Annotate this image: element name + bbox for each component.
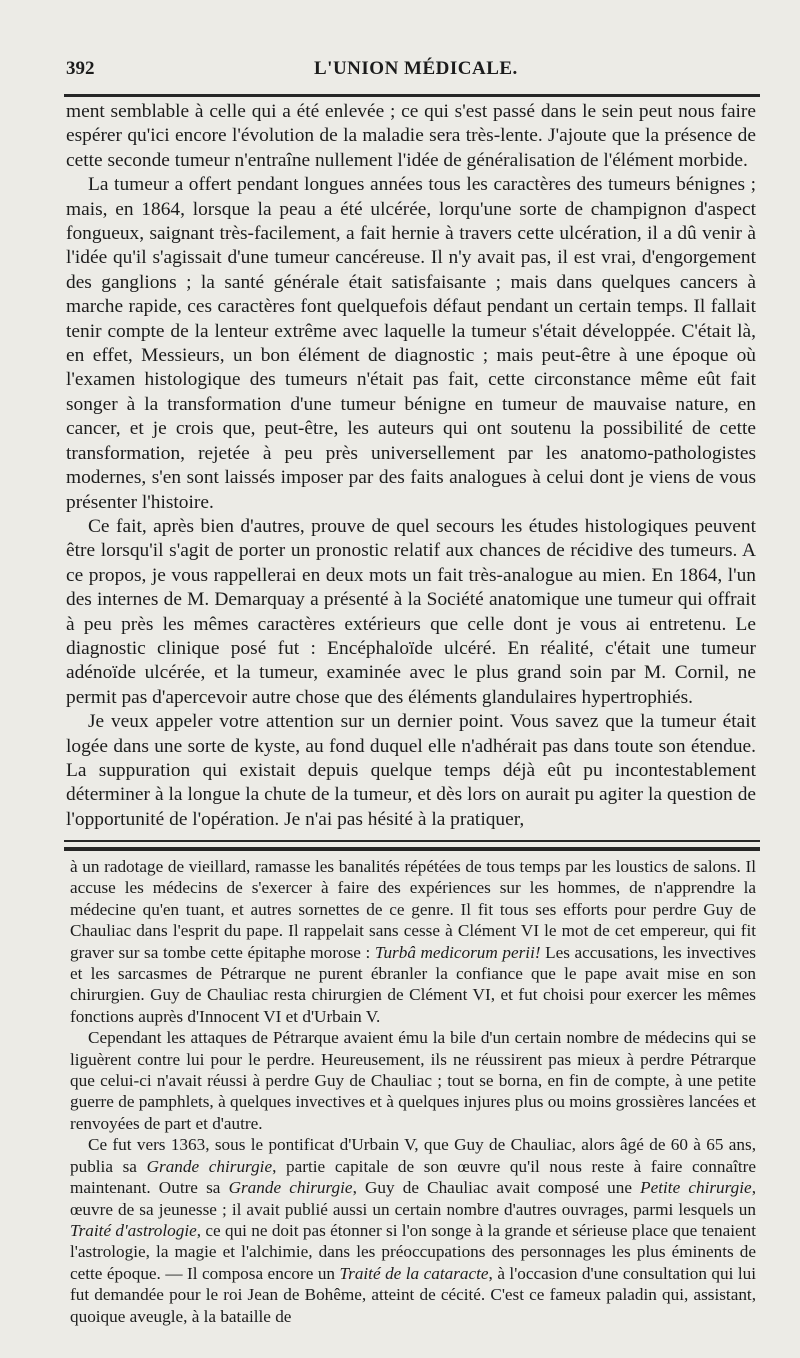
- main-paragraph: ment semblable à celle qui a été enlevée ; ce qui s'est passé dans le sein peut nous faire espérer qu'ici encore l'évolution de la maladie sera très-lente. J'ajoute que la présence de cette seconde tumeur n'entraîne nullement l'idée de généralisation de l'élément morbide.: [66, 101, 756, 171]
- text-run: , œuvre de sa jeunesse ; il avait publié aussi un certain nombre d'autres ouvrages, parmi lesquels un: [70, 1178, 756, 1219]
- main-text: [66, 100, 756, 832]
- text-run: , partie capitale de son œuvre qu'il nous reste à faire connaître maintenant. Outre sa: [70, 1156, 756, 1198]
- italic-quote: Turbâ medicorum perii!: [374, 942, 541, 962]
- text-run: à un radotage de vieillard, ramasse les banalités répétées de tous temps par les loustics de salons. Il accuse les médecins de s'exercer à faire des expériences sur les hommes, de n'apprendre la médecine qu'en tuant, et autres sornettes de ce genre. Il fit tous ses efforts pour perdre Guy de Chauliac dans l'esprit du pape. Il rappelait sans cesse à Clément VI le mot de cet empereur, qui fit graver sur sa tombe cette épitaphe morose :: [70, 857, 756, 962]
- running-title: L'UNION MÉDICALE.: [314, 58, 518, 79]
- text-run: , Guy de Chauliac avait composé une: [352, 1178, 641, 1198]
- italic-title: Petite chirurgie: [640, 1178, 752, 1198]
- main-paragraph: La tumeur a offert pendant longues années tous les caractères des tumeurs bénignes ; mais, en 1864, lorsque la peau a été ulcérée, lorqu'une sorte de champignon d'aspect fongueux, saignant très-facilement, a fait hernie à travers cette ulcération, il a dû venir à l'idée qu'il s'agissait d'une tumeur cancéreuse. Il n'y avait pas, il est vrai, d'engorgement des ganglions ; la santé générale était satisfaisante ; mais dans quelques cancers à marche rapide, ces caractères font quelquefois défaut pendant un certain temps. Il fallait tenir compte de la lenteur extrême avec laquelle la tumeur s'était développée. C'était là, en effet, Messieurs, un bon élément de diagnostic ; mais peut-être à une époque où l'examen histologique des tumeurs n'était pas fait, cette circonstance même eût fait songer à la transformation d'une tumeur bénigne en tumeur de mauvaise nature, en cancer, et je crois que, peut-être, les auteurs qui ont soutenu la possibilité de cette transformation, rejetée à peu près universellement par les anatomo-pathologistes modernes, s'en sont laissés imposer par des faits analogues à celui dont je viens de vous présenter l'histoire.: [66, 174, 756, 513]
- text-run: Les accusations, les invectives et les sarcasmes de Pétrarque ne purent ébranler la confiance que le pape avait mise en son chirurgien. Guy de Chauliac resta chirurgien de Clément VI, et fut choisi pour exercer les mêmes fonctions auprès d'Innocent VI et d'Urbain V.: [70, 942, 756, 1026]
- italic-title: Traité d'astrologie: [70, 1220, 197, 1240]
- text-run: , à l'occasion d'une consultation qui lui fut demandée pour le roi Jean de Bohême, atteint de cécité. C'est ce fameux paladin qui, assistant, quoique aveugle, à la bataille de: [70, 1263, 756, 1326]
- feuilleton-paragraph: [70, 1134, 756, 1327]
- feuilleton-paragraph: [70, 856, 756, 1027]
- header-rule: [64, 94, 760, 97]
- feuilleton-rule-thick: [64, 847, 760, 851]
- feuilleton-rule-thin: [64, 840, 760, 842]
- italic-title: Grande chirurgie: [228, 1178, 353, 1198]
- text-run: , ce qui ne doit pas étonner si l'on songe à la grande et sérieuse place que tenaient l'astrologie, la magie et l'alchimie, dans les préoccupations des personnages les plus éminents de cette époque. — Il composa encore un: [70, 1220, 756, 1283]
- italic-title: Traité de la cataracte: [339, 1263, 489, 1283]
- page-header: [66, 58, 756, 84]
- feuilleton-text: [70, 856, 756, 1327]
- italic-title: Grande chirurgie: [146, 1156, 273, 1176]
- page-number: 392: [66, 58, 95, 79]
- text-run: Ce fut vers 1363, sous le pontificat d'Urbain V, que Guy de Chauliac, alors âgé de 60 à 65 ans, publia sa: [70, 1135, 756, 1176]
- main-paragraph: Je veux appeler votre attention sur un dernier point. Vous savez que la tumeur était logée dans une sorte de kyste, au fond duquel elle n'adhérait pas dans toute son étendue. La suppuration qui existait depuis quelque temps déjà eût pu incontestablement déterminer à la longue la chute de la tumeur, et dès lors on aurait pu agiter la question de l'opportunité de l'opération. Je n'ai pas hésité à la pratiquer,: [66, 711, 756, 830]
- feuilleton-paragraph: Cependant les attaques de Pétrarque avaient ému la bile d'un certain nombre de médecins qui se liguèrent contre lui pour le perdre. Heureusement, ils ne réussirent pas mieux à perdre Pétrarque que celui-ci n'avait réussi à perdre Guy de Chauliac ; tout se borna, en fin de compte, à une petite guerre de pamphlets, à quelques invectives et à quelques injures plus ou moins grossières lancées et renvoyées de part et d'autre.: [70, 1028, 756, 1133]
- main-paragraph: Ce fait, après bien d'autres, prouve de quel secours les études histologiques peuvent être lorsqu'il s'agit de porter un pronostic relatif aux chances de récidive des tumeurs. A ce propos, je vous rappellerai en deux mots un fait très-analogue au mien. En 1864, l'un des internes de M. Demarquay a présenté à la Société anatomique une tumeur qui offrait à peu près les mêmes caractères extérieurs que celle dont je vous ai entretenu. Le diagnostic clinique posé fut : Encéphaloïde ulcéré. En réalité, c'était une tumeur adénoïde ulcérée, et la tumeur, examinée avec le plus grand soin par M. Cornil, ne permit pas d'apercevoir autre chose que des éléments glandulaires hypertrophiés.: [66, 515, 756, 708]
